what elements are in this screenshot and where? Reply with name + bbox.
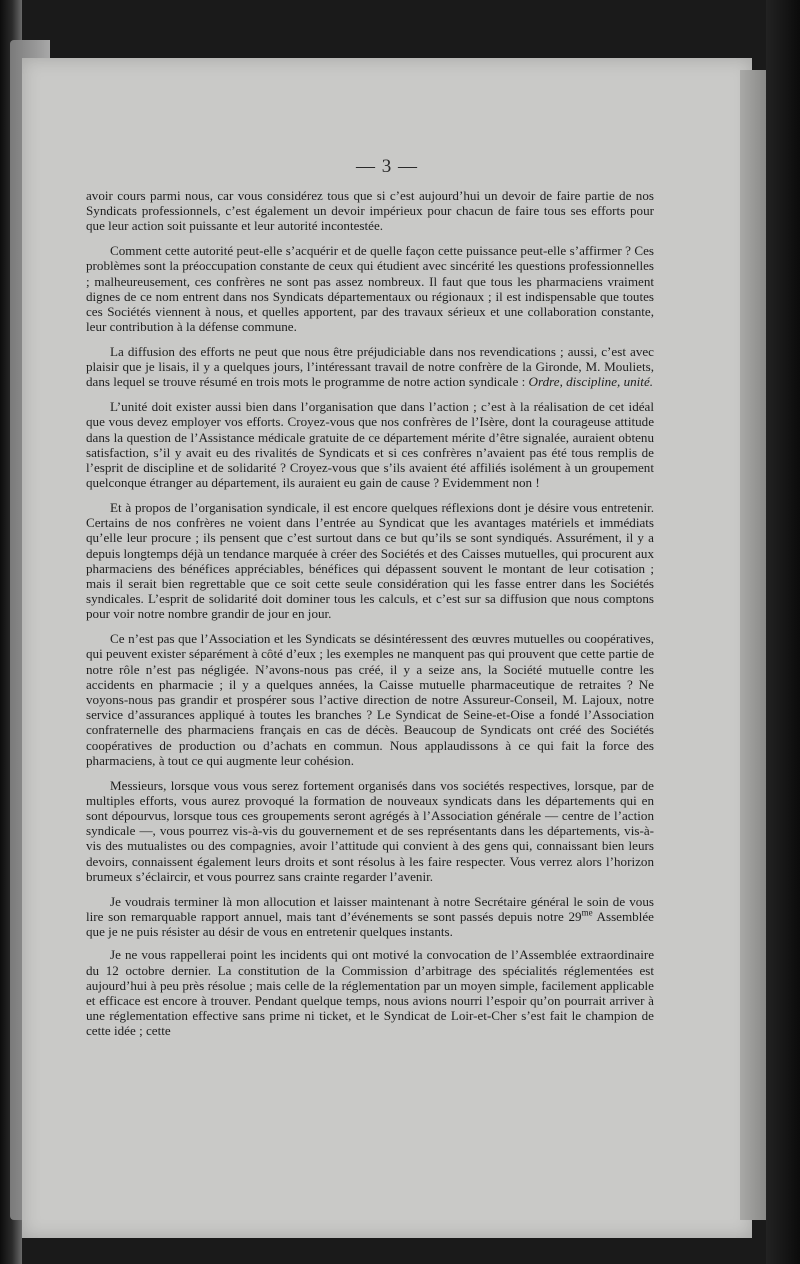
paragraph-8 [86, 894, 654, 940]
paragraph-1: avoir cours parmi nous, car vous considérez tous que si c’est aujourd’hui un devoir de faire partie de nos Syndicats professionnels, c’est également un devoir impérieux pour chacun de faire tous ses efforts pour que leur action soit puissante et leur autorité incontestée. [86, 188, 654, 234]
page-stack-edge [740, 70, 766, 1220]
paragraph-8-tail: Assemblée que je ne puis résister au désir de vous en entretenir quelques instants. [86, 908, 654, 940]
paragraph-7: Messieurs, lorsque vous vous serez fortement organisés dans vos sociétés respectives, lorsque, par de multiples efforts, vous aurez provoqué la formation de nouveaux syndicats dans les départements qui en sont dépourvus, lorsque tous ces groupements seront agrégés à l’Association générale — centre de l’action syndicale —, vous pourrez vis-à-vis du gouvernement et de ses représentants dans les départements, vis-à-vis des mutualistes ou des compagnies, avoir l’attitude qui convient à des gens qui, connaissant bien leurs devoirs, connaissent également leurs droits et sont résolus à les faire respecter. Vous verrez alors l’horizon brumeux s’éclaircir, et vous pourrez sans crainte regarder l’avenir. [86, 777, 654, 884]
paragraph-4: L’unité doit exister aussi bien dans l’organisation que dans l’action ; c’est à la réalisation de cet idéal que vous devez employer vos efforts. Croyez-vous que nos confrères de l’Isère, dont la courageuse attitude dans la question de l’Assistance médicale gratuite de ce département mérite d’être signalée, auraient obtenu satisfaction, s’il y avait eu des rivalités de Syndicats et si ces confrères n’avaient pas été tous remplis de l’esprit de discipline et de solidarité ? Croyez-vous que s’ils avaient été affiliés isolément à un groupement quelconque étranger au département, ils auraient eu gain de cause ? Evidemment non ! [86, 399, 654, 491]
page-number: — 3 — [356, 156, 418, 177]
paragraph-3 [86, 344, 654, 390]
paragraph-3-text: La diffusion des efforts ne peut que nous être préjudiciable dans nos revendications ; aussi, c’est avec plaisir que je lisais, il y a quelques jours, l’intéressant travail de notre confrère de la Gironde, M. Mouliets, dans lequel se trouve résumé en trois mots le programme de notre action syndicale : [86, 344, 654, 390]
paragraph-6: Ce n’est pas que l’Association et les Syndicats se désintéressent des œuvres mutuelles ou coopératives, qui peuvent exister séparément à côté d’eux ; les exemples ne manquent pas qui prouvent que cette partie de notre rôle n’est pas négligée. N’avons-nous pas créé, il y a seize ans, la Société mutuelle contre les accidents en pharmacie ; il y a quelques années, la Caisse mutuelle pharmaceutique de retraites ? Ne voyons-nous pas grandir et prospérer sous l’active direction de notre Assureur-Conseil, M. Lajoux, notre service d’assurances appliqué à toutes les branches ? Le Syndicat de Seine-et-Oise a fondé l’Association confraternelle des pharmaciens français en cas de décès. Beaucoup de Syndicats ont créé des Sociétés coopératives de production ou d’achats en commun. Nous applaudissons à ce qui fait la force des pharmaciens, à tout ce qui augmente leur cohésion. [86, 631, 654, 768]
body-text [86, 188, 654, 1048]
binding-shadow [766, 0, 800, 1264]
paragraph-9: Je ne vous rappellerai point les incidents qui ont motivé la convocation de l’Assemblée extraordinaire du 12 octobre dernier. La constitution de la Commission d’arbitrage des spécialités réglementées est aujourd’hui à peu près résolue ; mais celle de la réglementation par un moyen simple, facilement applicable et efficace est encore à trouver. Pendant quelque temps, nous avions nourri l’espoir qu’on pourrait arriver à une réglementation effective sans prime ni ticket, et le Syndicat de Loir-et-Cher s’est fait le champion de cette idée ; cette [86, 947, 654, 1039]
paragraph-8-text: Je voudrais terminer là mon allocution et laisser maintenant à notre Secrétaire général le soin de vous lire son remarquable rapport annuel, mais tant d’événements se sont passés depuis notre 29 [86, 893, 654, 924]
ordinal-suffix: me [581, 907, 593, 918]
motto: Ordre, discipline, unité. [528, 374, 654, 390]
paragraph-2: Comment cette autorité peut-elle s’acquérir et de quelle façon cette puissance peut-elle s’affirmer ? Ces problèmes sont la préoccupation constante de ceux qui étudient avec sincérité les questions professionnelles ; malheureusement, ces confrères ne sont pas assez nombreux. Il faut que tous les pharmaciens vraiment dignes de ce nom entrent dans nos Syndicats départementaux ou régionaux ; il est indispensable que toutes ces Sociétés viennent à nous, et quelles apportent, par des travaux sérieux et une collaboration constante, leur contribution à la défense commune. [86, 243, 654, 335]
paragraph-5: Et à propos de l’organisation syndicale, il est encore quelques réflexions dont je désire vous entretenir. Certains de nos confrères ne voient dans l’entrée au Syndicat que les avantages matériels et immédiats qu’elle leur procure ; ils pensent que c’est surtout dans ce but qu’ils se sont syndiqués. Assurément, il y a depuis longtemps déjà un tendance marquée à créer des Sociétés et des Caisses mutuelles, qui procurent aux pharmaciens des bénéfices appréciables, bénéfices qui dépassent souvent le montant de leur cotisation ; mais il serait bien regrettable que ce soit cette seule considération qui les fasse entrer dans les Sociétés syndicales. L’esprit de solidarité doit dominer tous les calculs, et c’est sur sa diffusion que nous comptons pour voir notre nombre grandir de jour en jour. [86, 500, 654, 622]
document-page [22, 58, 752, 1238]
